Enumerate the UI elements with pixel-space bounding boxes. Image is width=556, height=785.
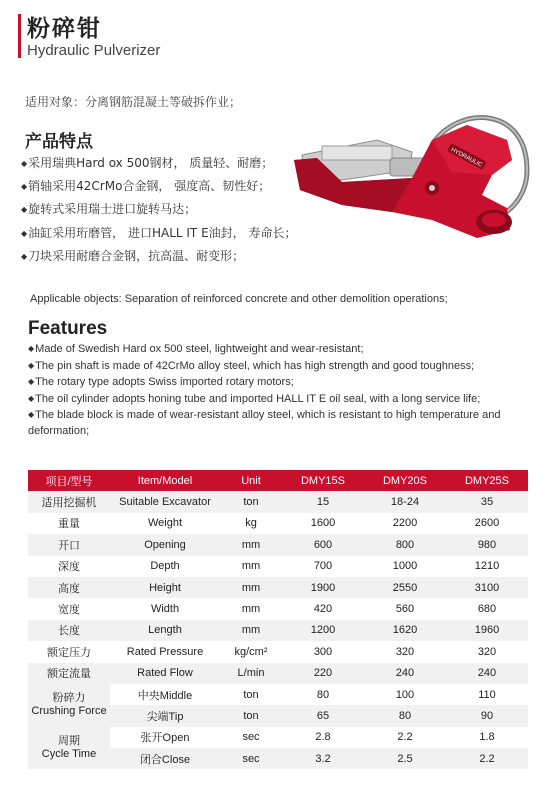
table-cell: 尖端Tip [110,705,220,726]
table-cell: 2.2 [446,748,528,769]
feature-item-cn: ◆油缸采用珩磨管， 进口HALL IT E油封， 寿命长； [21,222,311,245]
table-cell: 3.2 [282,748,364,769]
table-cell: Rated Flow [110,663,220,684]
table-cell: 240 [364,663,446,684]
table-cell: 980 [446,534,528,555]
table-cell: mm [220,598,282,619]
table-cell: Weight [110,513,220,534]
diamond-bullet-icon: ◆ [28,393,35,403]
table-cell: 额定压力 [28,641,110,662]
table-cell: L/min [220,663,282,684]
table-cell: 开口 [28,534,110,555]
table-cell: sec [220,727,282,748]
table-cell: mm [220,534,282,555]
feature-item-en: ◆The rotary type adopts Swiss imported rotary motors; [28,376,294,388]
feature-item-en: ◆The oil cylinder adopts honing tube and imported HALL IT E oil seal, with a long service life; [28,392,481,405]
diamond-bullet-icon: ◆ [28,344,35,353]
table-cell: 闭合Close [110,748,220,769]
table-cell: 800 [364,534,446,555]
diamond-bullet-icon: ◆ [28,377,35,386]
table-cell: 2200 [364,513,446,534]
table-cell: 2.2 [364,727,446,748]
table-cell: 2.8 [282,727,364,748]
table-cell: 680 [446,598,528,619]
table-cell: 600 [282,534,364,555]
feature-item-cn: ◆旋转式采用瑞士进口旋转马达； [21,198,311,221]
table-cell: 1000 [364,556,446,577]
table-cell: Length [110,620,220,641]
feature-item-en: ◆Made of Swedish Hard ox 500 steel, lightweight and wear-resistant; [28,343,364,355]
table-header-cell: Unit [220,470,282,491]
product-image-pulverizer [282,100,544,250]
table-cell: 65 [282,705,364,726]
features-heading-en: Features [28,318,108,339]
feature-item-cn: ◆刀块采用耐磨合金钢，抗高温、耐变形； [21,245,311,268]
table-cell: 2600 [446,513,528,534]
table-row [28,577,528,598]
table-cell: 100 [364,684,446,705]
table-cell: sec [220,748,282,769]
table-cell: 700 [282,556,364,577]
table-cell: Width [110,598,220,619]
table-group-label-cycle: 周期 Cycle Time [28,727,110,770]
diamond-bullet-icon: ◆ [21,205,28,215]
table-group-label-crushing: 粉碎力 Crushing Force [28,684,110,727]
table-cell: 长度 [28,620,110,641]
table-cell: 1.8 [446,727,528,748]
table-cell: ton [220,705,282,726]
feature-item-en: ◆The pin shaft is made of 42CrMo alloy steel, which has high strength and good toughness; [28,359,475,372]
table-cell: 适用挖掘机 [28,491,110,512]
table-cell: 1210 [446,556,528,577]
table-row [28,556,528,577]
table-row [28,684,528,705]
table-cell: 90 [446,705,528,726]
page-title-en: Hydraulic Pulverizer [27,42,161,59]
table-cell: 80 [364,705,446,726]
table-cell: 1960 [446,620,528,641]
diamond-bullet-icon: ◆ [28,410,35,419]
title-accent-bar [18,14,21,58]
table-header-cell: DMY15S [282,470,364,491]
table-cell: 1900 [282,577,364,598]
table-header-cell: Item/Model [110,470,220,491]
table-cell: mm [220,620,282,641]
table-cell: 300 [282,641,364,662]
table-cell: 张开Open [110,727,220,748]
table-cell: 额定流量 [28,663,110,684]
features-heading-cn: 产品特点 [25,132,93,152]
page-title-cn: 粉碎钳 [27,16,102,42]
table-cell: Rated Pressure [110,641,220,662]
diamond-bullet-icon: ◆ [21,251,28,261]
spec-table [28,470,528,769]
table-cell: 2550 [364,577,446,598]
table-cell: 80 [282,684,364,705]
table-cell: kg [220,513,282,534]
table-cell: 深度 [28,556,110,577]
table-cell: 3100 [446,577,528,598]
applicable-objects-cn: 适用对象：分离钢筋混凝土等破拆作业； [25,95,242,109]
diamond-bullet-icon: ◆ [21,159,28,168]
feature-item-en: ◆The blade block is made of wear-resistant alloy steel, which is resistant to high temperature and deformation; [28,409,501,437]
table-cell: 320 [446,641,528,662]
features-list-cn [21,152,311,268]
table-cell: 中央Middle [110,684,220,705]
table-row [28,641,528,662]
table-cell: 1200 [282,620,364,641]
table-cell: 宽度 [28,598,110,619]
table-cell: 15 [282,491,364,512]
table-cell: kg/cm² [220,641,282,662]
table-cell: Depth [110,556,220,577]
table-cell: 220 [282,663,364,684]
table-row [28,620,528,641]
table-row [28,491,528,512]
applicable-objects-en: Applicable objects: Separation of reinforced concrete and other demolition operations; [30,293,448,305]
feature-item-cn: ◆销轴采用42CrMo合金钢， 强度高、韧性好； [21,175,311,198]
table-header-cell: DMY25S [446,470,528,491]
table-cell: 1600 [282,513,364,534]
table-cell: ton [220,491,282,512]
table-cell: Opening [110,534,220,555]
table-cell: 560 [364,598,446,619]
table-cell: Height [110,577,220,598]
table-header-cell: DMY20S [364,470,446,491]
table-cell: ton [220,684,282,705]
table-cell: 420 [282,598,364,619]
table-cell: mm [220,577,282,598]
table-row [28,727,528,748]
feature-item-cn: ◆采用瑞典Hard ox 500钢材， 质量轻、耐磨； [21,152,311,175]
table-cell: 重量 [28,513,110,534]
table-cell: 110 [446,684,528,705]
table-header-row [28,470,528,491]
table-row [28,598,528,619]
table-cell: 35 [446,491,528,512]
table-cell: 240 [446,663,528,684]
table-cell: 1620 [364,620,446,641]
table-cell: 320 [364,641,446,662]
table-row [28,534,528,555]
table-cell: mm [220,556,282,577]
table-cell: 高度 [28,577,110,598]
table-cell: 2.5 [364,748,446,769]
brand-plate-text: HYDRAULIC [449,147,484,169]
table-header-cell: 项目/型号 [28,470,110,491]
table-row [28,663,528,684]
table-cell: Suitable Excavator [110,491,220,512]
table-cell: 18-24 [364,491,446,512]
diamond-bullet-icon: ◆ [21,182,28,192]
diamond-bullet-icon: ◆ [28,360,35,370]
table-row [28,513,528,534]
diamond-bullet-icon: ◆ [21,228,28,238]
features-list-en [28,341,528,439]
